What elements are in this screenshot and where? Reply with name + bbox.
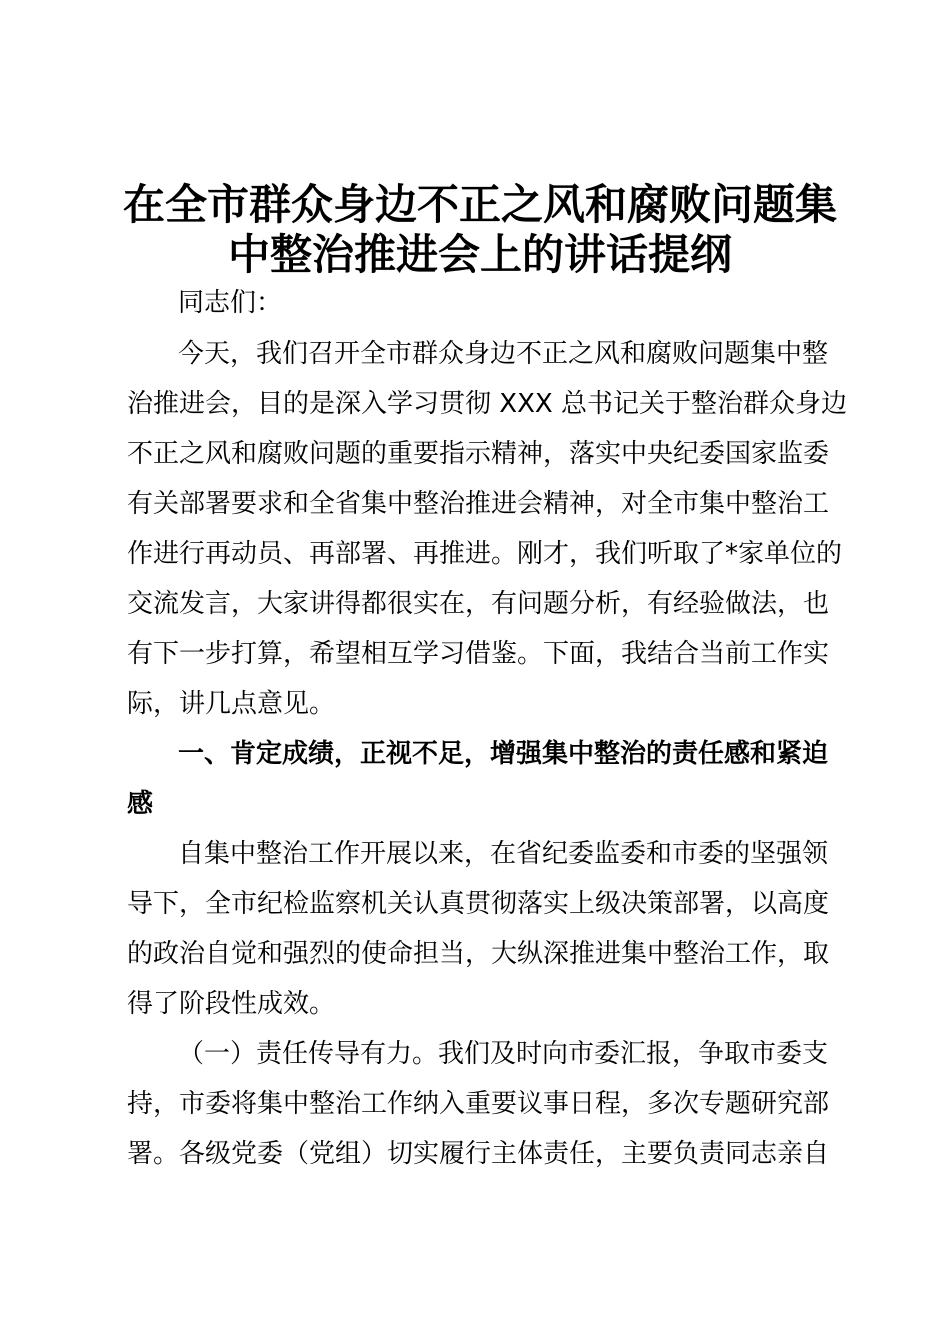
paragraph-line: 导下，全市纪检监察机关认真贯彻落实上级决策部署，以高度: [127, 889, 830, 919]
title-line: 中整治推进会上的讲话提纲: [227, 230, 732, 279]
paragraph-line: 际，讲几点意见。: [127, 689, 336, 719]
paragraph-line: 有关部署要求和全省集中整治推进会精神，对全市集中整治工: [127, 489, 830, 519]
paragraph-line: 今天，我们召开全市群众身边不正之风和腐败问题集中整: [178, 339, 829, 369]
title-line: 在全市群众身边不正之风和腐败问题集: [122, 180, 837, 229]
paragraph-line: 持，市委将集中整治工作纳入重要议事日程，多次专题研究部: [127, 1089, 830, 1119]
section-heading: 一、肯定成绩，正视不足，增强集中整治的责任感和紧迫: [178, 739, 829, 769]
paragraph-line: 自集中整治工作开展以来，在省纪委监委和市委的坚强领: [178, 839, 829, 869]
paragraph-line: 不正之风和腐败问题的重要指示精神，落实中央纪委国家监委: [127, 439, 830, 469]
paragraph-line: 署。各级党委（党组）切实履行主体责任，主要负责同志亲自: [127, 1139, 830, 1169]
paragraph-line: 的政治自觉和强烈的使命担当，大纵深推进集中整治工作，取: [127, 939, 830, 969]
paragraph-line: （一）责任传导有力。我们及时向市委汇报，争取市委支: [178, 1039, 829, 1069]
salutation: 同志们：: [178, 288, 283, 318]
document-title: [110, 180, 850, 280]
paragraph-line: 交流发言，大家讲得都很实在，有问题分析，有经验做法，也: [127, 589, 830, 619]
paragraph-line: 治推进会，目的是深入学习贯彻 XXX 总书记关于整治群众身边: [127, 389, 847, 419]
paragraph-line: 得了阶段性成效。: [127, 989, 336, 1019]
section-heading: 感: [127, 789, 154, 819]
paragraph-line: 作进行再动员、再部署、再推进。刚才，我们听取了*家单位的: [127, 539, 843, 569]
paragraph-line: 有下一步打算，希望相互学习借鉴。下面，我结合当前工作实: [127, 639, 830, 669]
